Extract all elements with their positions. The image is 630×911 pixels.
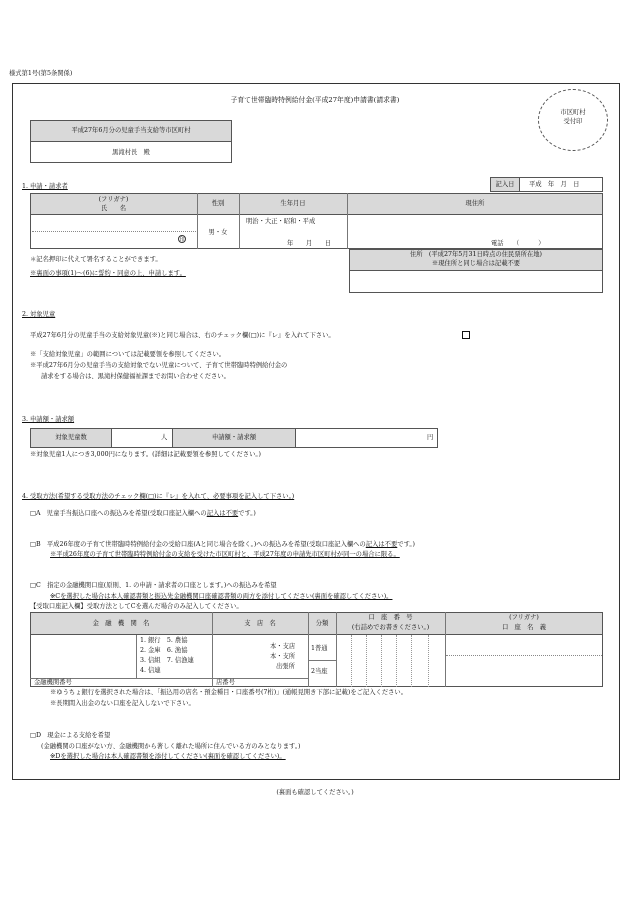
option-a[interactable] bbox=[30, 510, 256, 517]
address-header: 現住所 bbox=[465, 200, 485, 207]
bank-type-2[interactable]: 2. 金庫 6. 漁協 bbox=[140, 647, 188, 654]
gender-options[interactable]: 男・女 bbox=[208, 229, 228, 236]
amount-unit: 円 bbox=[427, 434, 434, 441]
registered-address-note: ※現住所と同じ場合は記載不要 bbox=[431, 260, 521, 267]
acct-type-1[interactable]: 1普通 bbox=[311, 645, 328, 652]
dormant-note: ※長期間入出金のない口座を記入しないで下さい。 bbox=[50, 700, 195, 707]
section3-note: ※対象児童1人につき3,000円になります。(詳細は記載要領を参照してください。) bbox=[30, 451, 261, 458]
bank-type-1[interactable]: 1. 銀行 5. 農協 bbox=[140, 637, 188, 644]
section2-title: 2. 対象児童 bbox=[22, 311, 56, 318]
option-b-underline: 記入は不要 bbox=[365, 541, 398, 548]
option-a-underline: 記入は不要 bbox=[206, 510, 239, 517]
current-address-input[interactable] bbox=[349, 216, 601, 238]
col-account-sub: (右詰めでお書きください。) bbox=[351, 624, 430, 631]
account-heading: 【受取口座記入欄】受取方法としてCを選んだ場合のみ記入してください。 bbox=[30, 603, 243, 610]
bank-code-label: 金融機関番号 bbox=[34, 679, 72, 686]
acct-type-2[interactable]: 2当座 bbox=[311, 668, 328, 675]
furigana-input[interactable] bbox=[32, 216, 196, 230]
bank-type-3[interactable]: 3. 信組 7. 信漁連 bbox=[140, 657, 194, 664]
entry-date-label: 記入日 bbox=[495, 181, 515, 188]
branch-code-label: 店番号 bbox=[216, 679, 235, 686]
amount-label: 申請額・請求額 bbox=[211, 434, 257, 441]
dob-ymd[interactable]: 年 月 日 bbox=[287, 240, 332, 247]
footer-note: (裏面も確認してください。) bbox=[276, 789, 354, 796]
dob-header: 生年月日 bbox=[280, 200, 306, 207]
col-holder: 口 座 名 義 bbox=[501, 624, 547, 631]
phone-label: 電話 （ ） bbox=[491, 240, 545, 247]
municipality: 平成27年6月分の児童手当支給等市区町村 bbox=[71, 127, 191, 134]
child-count-label: 対象児童数 bbox=[55, 434, 87, 441]
section2-instruction: 平成27年6月分の児童手当の支給対象児童(※)と同じ場合は、右のチェック欄(□)に『レ』を入れて下さい。 bbox=[30, 332, 335, 339]
section3-title: 3. 申請額・請求額 bbox=[22, 416, 75, 423]
name-input[interactable] bbox=[32, 232, 174, 247]
consent-note: ※裏面の事項(1)～(6)に誓約・同意の上、申請します。 bbox=[30, 270, 186, 277]
col-account: 口 座 番 号 bbox=[368, 614, 413, 621]
option-a-end: です。) bbox=[238, 510, 256, 517]
addressee-mayor: 黒滝村長 殿 bbox=[112, 149, 150, 156]
option-b[interactable] bbox=[30, 541, 415, 548]
option-b-end: です。) bbox=[397, 541, 415, 548]
amount-input[interactable] bbox=[296, 428, 438, 448]
option-c[interactable]: □C 指定の金融機関口座(原則、1. の申請・請求者の口座とします。)への振込みを希望 bbox=[30, 582, 277, 589]
furigana-label: (フリガナ) bbox=[98, 196, 129, 203]
section2-note1: ※「支給対象児童」の範囲については記載要領を参照してください。 bbox=[30, 351, 226, 358]
col-branch: 支 店 名 bbox=[244, 620, 276, 627]
branch-type-1[interactable]: 本・支店 bbox=[270, 643, 296, 650]
section1-title: 1. 申請・請求者 bbox=[22, 183, 68, 190]
col-type: 分類 bbox=[315, 620, 329, 627]
registered-address-label: 住所 (平成27年5月31日時点の住民票所在地) bbox=[410, 251, 542, 258]
col-holder-kana: (フリガナ) bbox=[509, 614, 539, 621]
col-bank: 金 融 機 関 名 bbox=[92, 620, 150, 627]
gender-header: 性別 bbox=[211, 200, 225, 207]
name-label: 氏 名 bbox=[100, 205, 127, 212]
bank-type-4[interactable]: 4. 信連 bbox=[140, 667, 161, 674]
same-children-checkbox[interactable] bbox=[462, 331, 470, 339]
branch-type-3[interactable]: 出張所 bbox=[276, 663, 295, 670]
section2-note2: ※平成27年6月分の児童手当の支給対象でない児童について、子育て世帯臨時特例給付金の bbox=[30, 362, 288, 369]
option-b-label: □B 平成26年度の子育て世帯臨時特例給付金の受給口座(Aと同じ場合を除く。)への振込みを希望(受取口座記入欄への bbox=[30, 541, 366, 548]
form-title: 子育て世帯臨時特例給付金(平成27年度)申請書(請求書) bbox=[230, 96, 400, 104]
option-d-note: ※Dを選択した場合は本人確認書類を添付してください(裏面を確認してください)。 bbox=[50, 753, 286, 760]
child-count-unit: 人 bbox=[161, 434, 168, 441]
entry-date-value: 平成 年 月 日 bbox=[529, 181, 580, 188]
option-a-label: □A 児童手当振込口座への振込みを希望(受取口座記入欄への bbox=[30, 510, 207, 517]
branch-type-2[interactable]: 本・支所 bbox=[270, 653, 296, 660]
option-d[interactable]: □D 現金による支給を希望 bbox=[30, 732, 111, 739]
stamp-label-2: 受付印 bbox=[563, 118, 583, 125]
seal-mark: 印 bbox=[179, 237, 185, 243]
form-number: 様式第1号(第5条関係) bbox=[9, 70, 73, 77]
dob-eras[interactable]: 明治・大正・昭和・平成 bbox=[246, 218, 316, 225]
option-c-note: ※Cを選択した場合は本人確認書類と振込先金融機関口座確認書類の両方を添付してください(裏面を確認してください)。 bbox=[50, 593, 393, 600]
stamp-label-1: 市区町村 bbox=[560, 109, 586, 116]
registered-address-input[interactable] bbox=[349, 270, 603, 293]
signature-note: ＊記名押印に代えて署名することができます。 bbox=[30, 256, 162, 263]
option-d-sub: (金融機関の口座がない方、金融機関から著しく離れた場所に住んでいる方のみとなります。) bbox=[41, 743, 301, 750]
section4-title: 4. 受取方法(希望する受取方法のチェック欄(□)に『レ』を入れて、必要事項を記入して下さい。) bbox=[22, 493, 295, 500]
section2-note3: 請求をする場合は、黒滝村保健福祉課までお問い合わせください。 bbox=[41, 373, 230, 380]
yucho-note: ※ゆうちょ銀行を選択された場合は、「振込用の店名・預金種目・口座番号(7桁)」(通帳見開き下部に記載)をご記入ください。 bbox=[50, 689, 408, 696]
option-b-note: ※平成26年度の子育て世帯臨時特例給付金の支給を受けた市区町村と、平成27年度の申請先市区町村が同一の場合に限る。 bbox=[50, 551, 400, 558]
